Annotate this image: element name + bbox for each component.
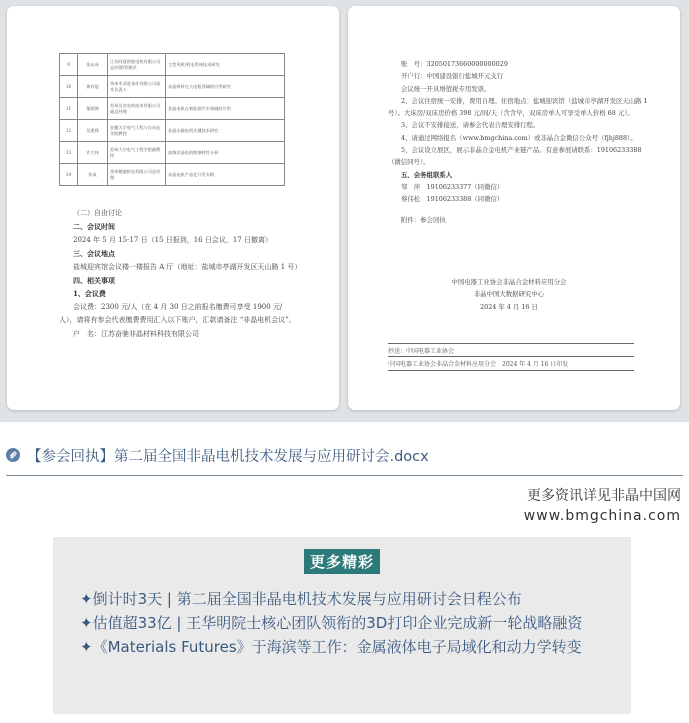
speaker-name: 吴建锋 <box>78 120 108 142</box>
bank-name: 开户行：中国建设银行盐城开元支行 <box>401 72 504 81</box>
speaker-name: 郁炳海 <box>78 98 108 120</box>
print-line: 中国电器工业协会非晶合金材料应用分会 2024 年 4 月 16 日印发 <box>388 356 634 371</box>
related-article-link[interactable]: ✦倒计时3天 | 第二届全国非晶电机技术发展与应用研讨会日程公布 <box>80 590 522 608</box>
website-url: www.bmgchina.com <box>523 508 681 524</box>
speaker-org: 常州德驰机电有限公司总经理 <box>108 164 166 186</box>
signature-block <box>424 276 594 313</box>
document-page-right[interactable] <box>348 6 680 410</box>
table-row <box>60 164 285 186</box>
speaker-org: 安徽大学电气工程与自动化学院教授 <box>108 120 166 142</box>
contact-2: 蔡伟松 19106233388（同微信） <box>401 195 504 204</box>
signature-org-1: 中国电器工业协会非晶合金材料应用分会 <box>451 278 567 286</box>
speaker-org: 苏州大学电气工程学院副教授 <box>108 142 166 164</box>
registration-text: 4、请通过网络报名（www.bmgchina.com）或非晶合金微信公众号（fjhj888）。 <box>401 133 637 142</box>
fee-text: 会议费：2300 元/人（在 4 月 30 日之前报名缴费可享受 1900 元/人），请将有参会代表缴费费用汇入以下账户，汇款请备注 “非晶电机会议”。 <box>59 302 296 325</box>
section-contacts: 五、会务组联系人 <box>401 170 453 179</box>
table-row <box>60 98 285 120</box>
document-left-body <box>59 207 302 341</box>
speaker-name: 张永成 <box>78 54 108 76</box>
paperclip-icon <box>6 448 20 462</box>
table-row <box>60 120 285 142</box>
speaker-topic: 非晶永磁电机关键技术研究 <box>166 120 285 142</box>
speaker-name: 许大伟 <box>78 142 108 164</box>
divider <box>6 475 683 476</box>
subsection-fee: 1、会议费 <box>73 289 106 299</box>
contact-1: 邹 萍 19106233377（同微信） <box>401 182 504 191</box>
copy-to-line: 抄送：中国电器工业协会 <box>388 343 634 355</box>
exhibition-text: 5、会议设立展区，展示非晶合金电机产业链产品。有意参展请联系：19106233388（微信同号）。 <box>388 146 642 167</box>
attachment-link[interactable] <box>6 446 429 464</box>
speaker-org: 常州市武进金环有限公司技术负责人 <box>108 76 166 98</box>
table-row <box>60 76 285 98</box>
speaker-name: 张成 <box>78 164 108 186</box>
document-page-left[interactable] <box>7 6 339 410</box>
more-highlights-header <box>53 549 631 574</box>
account-name: 户 名：江苏奋驰非晶材料科技有限公司 <box>73 329 199 338</box>
more-info-block <box>524 486 681 526</box>
attachment-note: 附件：参会回执 <box>401 215 446 224</box>
transport-text: 3、会议不安排接送，请参会代表合理安排行程。 <box>401 121 540 130</box>
related-article-link[interactable]: ✦估值超33亿 | 王华明院士核心团队领衔的3D打印企业完成新一轮战略融资 <box>80 614 583 632</box>
speaker-name: 黄有能 <box>78 76 108 98</box>
related-article-link[interactable]: ✦《Materials Futures》于海滨等工作：金属液体电子局域化和动力学转变 <box>80 638 582 656</box>
row-number: 10 <box>60 76 78 98</box>
speaker-org: 江苏同晟智能电机有限公司总经理/管理层 <box>108 54 166 76</box>
more-info-text: 更多资讯详见非晶中国网 <box>527 488 681 504</box>
signature-org-2: 非晶中国大数据研究中心 <box>473 290 545 299</box>
section-related-matters: 四、相关事项 <box>73 276 115 286</box>
table-row <box>60 54 285 76</box>
speaker-org: 苏州贝克电机技术有限公司副总经理 <box>108 98 166 120</box>
speaker-topic: 非晶电机产品化开发实践 <box>166 164 285 186</box>
attachment-filename[interactable]: 【参会回执】第二届全国非晶电机技术发展与应用研讨会.docx <box>27 448 429 465</box>
speaker-topic: 高频非晶电机铁损特性分析 <box>166 142 285 164</box>
row-number: 13 <box>60 142 78 164</box>
speaker-topic: 大型风机/机电系统技术研究 <box>166 54 285 76</box>
accommodation-text: 2、会议住宿统一安排，费用自理。住宿地点：盐城迎宾馆（盐城市亭湖开发区天山路 1 号）。大床房/双床房价格 398 元/间/天（含含早，双床房单人可享受单人价格 68 元）。 <box>388 96 648 118</box>
meeting-time-text: 2024 年 5 月 15-17 日（15 日报到，16 日会议，17 日撤离） <box>73 235 272 244</box>
section-meeting-time: 二、会议时间 <box>73 222 115 232</box>
row-number: 11 <box>60 98 78 120</box>
row-number: 12 <box>60 120 78 142</box>
more-highlights-badge: 更多精彩 <box>304 549 380 574</box>
table-row <box>60 142 285 164</box>
speaker-topic: 非晶带材在大电机领域的应用研究 <box>166 76 285 98</box>
table-note: （二）自由讨论 <box>73 209 122 217</box>
account-number: 账 号：32050173660000000029 <box>401 60 508 68</box>
speaker-topic: 非晶电机在新能源汽车领域的应用 <box>166 98 285 120</box>
row-number: 9 <box>60 54 78 76</box>
speaker-table <box>59 53 285 186</box>
signature-date: 2024 年 4 月 16 日 <box>480 302 538 311</box>
meeting-place-text: 盐城迎宾馆会议楼一楼报告 A 厅（地址：盐城市亭湖开发区天山路 1 号） <box>73 262 302 271</box>
invoice-note: 会议统一开具增值税专用发票。 <box>401 84 491 93</box>
document-right-body <box>388 58 648 226</box>
section-meeting-place: 三、会议地点 <box>73 249 115 259</box>
more-highlights-panel <box>53 537 631 714</box>
row-number: 14 <box>60 164 78 186</box>
speaker-table-body <box>60 54 285 186</box>
related-article-list <box>80 588 620 660</box>
